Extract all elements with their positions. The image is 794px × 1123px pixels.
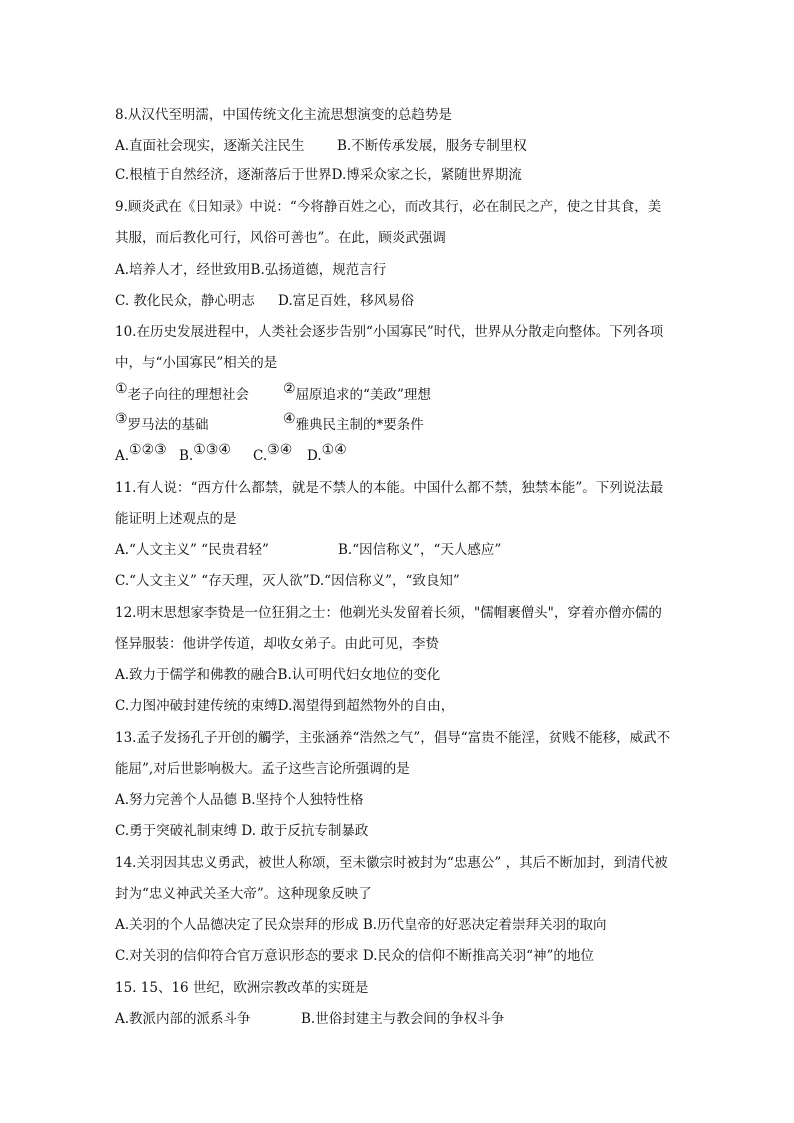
q10-option-b-prefix: B.: [179, 448, 194, 464]
q10-stem-line-1: 10.在历史发展进程中，人类社会逐步告别“小国寡民”时代，世界从分散走向整体。下列各项: [115, 324, 664, 340]
q8-options-cd: C.根植于自然经济，逐渐落后于世界D.博采众家之长，紧随世界期流: [115, 167, 522, 183]
q8-option-a: A.直面社会现实，逐渐关注民生: [115, 138, 305, 154]
q10-item-2-mark: ②: [283, 381, 296, 397]
q12-stem-line-2: 怪异服装：他讲学传道，却收女弟子。由此可见，李贽: [115, 636, 439, 652]
q10-item-4-mark: ④: [283, 411, 296, 427]
q10-item-1-mark: ①: [115, 381, 128, 397]
q15-stem: 15. 15、16 世纪，欧洲宗教改革的实斑是: [115, 980, 369, 996]
q10-stem-line-2: 中，与“小国寡民”相关的是: [115, 355, 278, 371]
q9-options-ab: A.培养人才，经世致用B.弘扬道德，规范言行: [115, 262, 387, 278]
q11-option-a: A.“人文主义” “民贵君轻”: [115, 542, 269, 558]
q15-option-b: B.世俗封建主与教会间的争权斗争: [301, 1011, 505, 1027]
q10-item-2: [283, 381, 431, 404]
q10-option-c-prefix: C.: [253, 448, 268, 464]
q10-option-a-prefix: A.: [115, 448, 130, 464]
q13-options-cd: C.勇于突破礼制束缚 D. 敢于反抗专制暴政: [115, 823, 369, 839]
q15-option-a: A.教派内部的派系斗争: [115, 1011, 251, 1027]
q13-stem-line-2: 能屈”,对后世影响极大。孟子这些言论所强调的是: [115, 761, 410, 777]
q10-item-3: [115, 411, 209, 434]
q8-option-b: B.不断传承发展，服务专制里权: [337, 138, 527, 154]
q14-stem-line-2: 封为“忠义神武关圣大帝”。这种现象反映了: [115, 886, 372, 902]
q10-option-d-prefix: D.: [307, 448, 322, 464]
q10-option-c-marks: ③④: [267, 442, 293, 458]
q14-stem-line-1: 14.关羽因其忠义勇武，被世人称颂，至未徽宗时被封为“忠惠公” ，其后不断加封，到清代被: [115, 855, 668, 871]
q10-option-c: [253, 442, 293, 465]
q10-option-d-marks: ①④: [321, 442, 347, 458]
q11-options-cd: C.“人文主义” “存天理，灭人欲”D.“因信称义”，“致良知”: [115, 573, 460, 589]
q11-option-b: B.“因信称义”，“天人感应”: [338, 542, 502, 558]
q9-option-d: D.富足百姓，移风易俗: [278, 293, 415, 309]
q14-options-cd: C.对关羽的信仰符合官万意识形态的要求 D.民众的信仰不断推高关羽“神”的地位: [115, 948, 594, 964]
q11-stem-line-2: 能证明上述观点的是: [115, 511, 237, 527]
q10-item-4-text: 雅典民主制的*要条件: [295, 417, 424, 433]
q10-option-b: [179, 442, 231, 465]
q9-stem-line-2: 其服，而后教化可行，风俗可善也”。在此，顾炎武强调: [115, 230, 446, 246]
q10-item-3-text: 罗马法的基础: [127, 417, 209, 433]
q10-option-a-marks: ①②③: [129, 442, 167, 458]
q11-stem-line-1: 11.有人说：“西方什么都禁，就是不禁人的本能。中国什么都不禁，独禁本能”。下列说法最: [115, 480, 664, 496]
q10-option-b-marks: ①③④: [193, 442, 231, 458]
q10-item-1: [115, 381, 250, 404]
q9-option-c: C. 教化民众，静心明志: [115, 293, 255, 309]
q12-options-cd: C.力图冲破封建传统的束缚D.渴望得到超然物外的自由，: [115, 698, 455, 714]
q13-stem-line-1: 13.孟子发扬孔子开创的觸学，主张涵养“浩然之气”，倡导“富贵不能淫，贫贱不能移，威武不: [115, 730, 671, 746]
q8-stem: 8.从汉代至明濡，中国传统文化主流思想演变的总趋势是: [115, 107, 452, 123]
q10-item-3-mark: ③: [115, 411, 128, 427]
q14-options-ab: A.关羽的个人品德决定了民众崇拜的形成 B.历代皇帝的好恶决定着崇拜关羽的取向: [115, 917, 607, 933]
q12-options-ab: A.致力于儒学和佛教的融合B.认可明代妇女地位的变化: [115, 667, 441, 683]
q10-option-a: [115, 442, 167, 465]
q10-item-2-text: 屈原追求的“美政”理想: [295, 387, 431, 403]
q10-item-4: [283, 411, 424, 434]
q10-item-1-text: 老子向往的理想社会: [127, 387, 250, 403]
q10-option-d: [307, 442, 347, 465]
q12-stem-line-1: 12.明末思想家李贽是一位狂狷之士：他剃光头发留着长须，"儒帽裹僧头"，穿着亦僧亦儒的: [115, 605, 662, 621]
q13-options-ab: A.努力完善个人品德 B.坚持个人独特性格: [115, 792, 364, 808]
q9-stem-line-1: 9.顾炎武在《日知录》中说：“今将静百姓之心，而改其行，必在制民之产，使之甘其食，美: [115, 199, 662, 215]
